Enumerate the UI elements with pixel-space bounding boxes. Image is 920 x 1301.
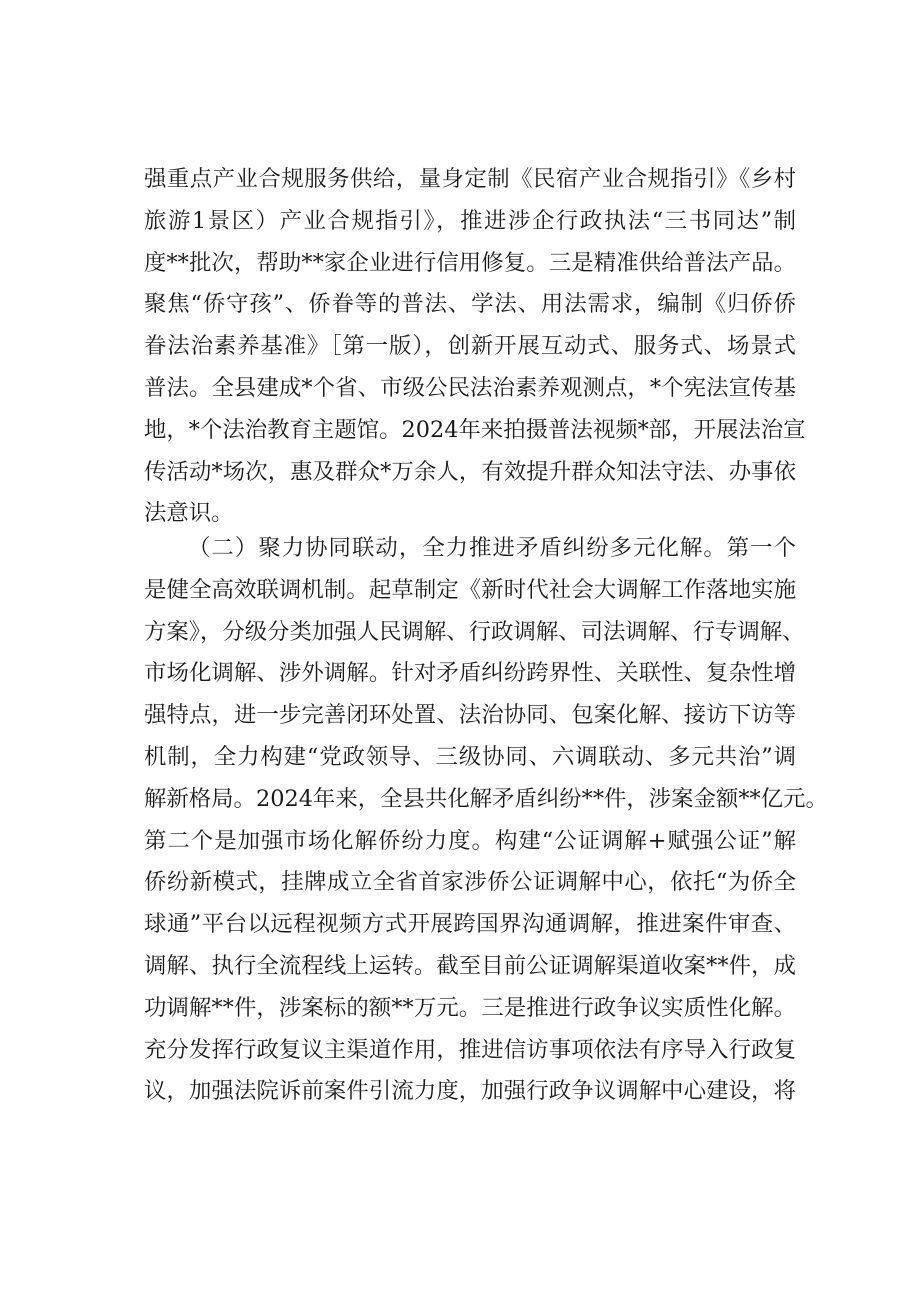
text-line: 第二个是加强市场化解侨纷力度。构建“公证调解+赋强公证”解	[144, 827, 796, 854]
text-line: 调解、执行全流程线上运转。截至目前公证调解渠道收案**件，成	[144, 952, 796, 979]
text-line: 充分发挥行政复议主渠道作用，推进信访事项依法有序导入行政复	[144, 1036, 796, 1063]
text-line: 功调解**件，涉案标的额**万元。三是推进行政争议实质性化解。	[144, 994, 796, 1021]
text-line: 普法。全县建成*个省、市级公民法治素养观测点，*个宪法宣传基	[144, 374, 796, 401]
text-line: 旅游1景区）产业合规指引》，推进涉企行政执法“三书同达”制	[144, 207, 796, 234]
text-line: 强重点产业合规服务供给，量身定制《民宿产业合规指引》《乡村	[144, 166, 796, 192]
paragraph-1	[144, 159, 806, 535]
text-line: 聚焦“侨守孩”、侨眷等的普法、学法、用法需求，编制《归侨侨	[144, 291, 796, 318]
text-line: 解新格局。2024年来，全县共化解矛盾纠纷**件，涉案金额**亿元。	[144, 785, 828, 812]
text-line: 议，加强法院诉前案件引流力度，加强行政争议调解中心建设，将	[144, 1078, 796, 1105]
text-line: 方案》，分级分类加强人民调解、行政调解、司法调解、行专调解、	[144, 618, 805, 645]
text-line: 地，*个法治教育主题馆。2024年来拍摄普法视频*部，开展法治宣	[144, 416, 806, 443]
text-line: 法意识。	[144, 500, 234, 527]
section-heading-line: （二）聚力协同联动，全力推进矛盾纠纷多元化解。第一个	[188, 535, 796, 561]
text-line: 市场化调解、涉外调解。针对矛盾纠纷跨界性、关联性、复杂性增	[144, 660, 796, 687]
text-line: 传活动*场次，惠及群众*万余人，有效提升群众知法守法、办事依	[144, 458, 796, 485]
text-line: 度**批次，帮助**家企业进行信用修复。三是精准供给普法产品。	[144, 249, 796, 276]
text-line: 眷法治素养基准》［第一版），创新开展互动式、服务式、场景式	[144, 333, 796, 360]
text-line: 球通”平台以远程视频方式开展跨国界沟通调解，推进案件审查、	[144, 911, 796, 938]
text-line: 机制，全力构建“党政领导、三级协同、六调联动、多元共治”调	[144, 743, 796, 770]
text-line: 是健全高效联调机制。起草制定《新时代社会大调解工作落地实施	[144, 576, 796, 603]
text-line: 侨纷新模式，挂牌成立全省首家涉侨公证调解中心，依托“为侨全	[144, 869, 796, 896]
paragraph-2	[144, 528, 828, 1113]
text-line: 强特点，进一步完善闭环处置、法治协同、包案化解、接访下访等	[144, 702, 796, 729]
